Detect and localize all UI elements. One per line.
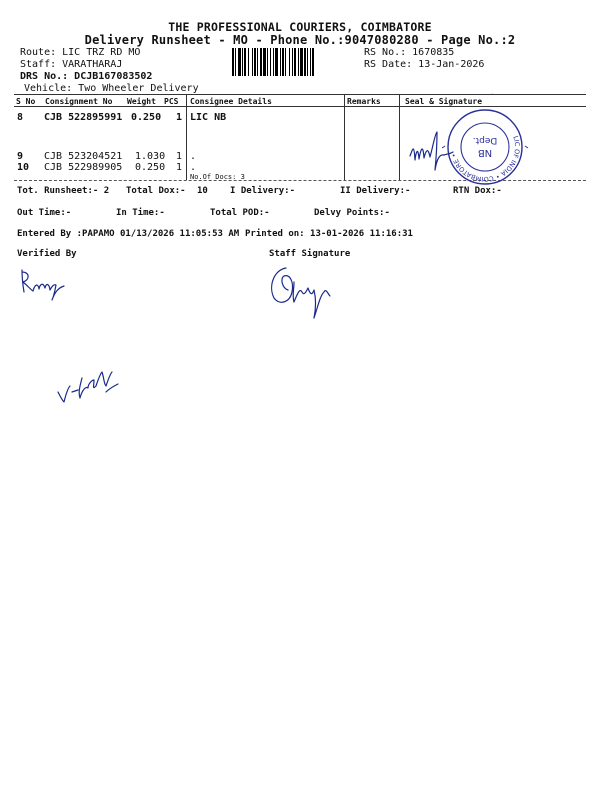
runsheet-subtitle: Delivery Runsheet - MO - Phone No.:9047080280 - Page No.:2 [84, 33, 516, 47]
total-dox-value: 10 [197, 186, 208, 196]
seal-center-bottom: Dept. [472, 135, 498, 145]
staff-signature-label: Staff Signature [269, 249, 351, 259]
printed-on: Printed on: 13-01-2026 11:16:31 [245, 229, 413, 239]
total-dox-label: Total Dox:- [126, 186, 186, 196]
row-consignment: CJB 522895991 [44, 112, 123, 123]
i-delivery: I Delivery:- [230, 186, 296, 196]
ii-delivery: II Delivery:- [340, 186, 411, 196]
col-header-consignment: Consignment No [45, 97, 113, 106]
tot-runsheet: Tot. Runsheet:- 2 [17, 186, 110, 196]
col-header-pcs: PCS [164, 97, 179, 106]
table-header-border [14, 106, 586, 107]
recipient-signature [404, 130, 456, 175]
side-signature-scribble [52, 358, 124, 410]
delvy-points: Delvy Points:- [314, 208, 390, 218]
rtn-dox: RTN Dox:- [453, 186, 502, 196]
staff-text: Staff: VARATHARAJ [20, 59, 123, 70]
seal-inner-ring [461, 123, 509, 171]
drs-number: DRS No.: DCJB167083502 [20, 71, 153, 82]
row-pcs: 1 [176, 162, 183, 173]
verified-by-label: Verified By [17, 249, 77, 259]
row-consignee: . [190, 162, 197, 173]
staff-signature [264, 262, 346, 322]
in-time: In Time:- [116, 208, 165, 218]
col-header-sno: S No [16, 97, 36, 106]
company-title: THE PROFESSIONAL COURIERS, COIMBATORE [168, 20, 432, 34]
seal-center-top: NB [477, 147, 493, 158]
barcode-bar [314, 48, 317, 76]
col-header-consignee: Consignee Details [190, 97, 272, 106]
margin-mark: · [490, 90, 495, 99]
rs-number: RS No.: 1670835 [364, 47, 455, 58]
row-sno: 9 [17, 151, 24, 162]
seal-outer-ring [448, 110, 522, 184]
rs-date: RS Date: 13-Jan-2026 [364, 59, 485, 70]
row-weight: 0.250 [131, 112, 162, 123]
docs-count: No.Of Docs: 3 [190, 173, 245, 181]
row-consignment: CJB 523204521 [44, 151, 123, 162]
row-pcs: 1 [176, 112, 183, 123]
verifier-signature [14, 266, 74, 306]
vehicle-text: Vehicle: Two Wheeler Delivery [24, 83, 199, 94]
row-weight: 0.250 [135, 162, 166, 173]
route-text: Route: LIC TRZ RD MO [20, 47, 141, 58]
col-header-remarks: Remarks [347, 97, 381, 106]
row-weight: 1.030 [135, 151, 166, 162]
column-divider [344, 94, 345, 180]
row-consignee: . [190, 151, 197, 162]
column-divider [186, 94, 187, 180]
column-divider [399, 94, 400, 180]
col-header-seal: Seal & Signature [405, 97, 483, 106]
row-sno: 10 [17, 162, 30, 173]
total-pod: Total POD:- [210, 208, 270, 218]
row-sno: 8 [17, 112, 24, 123]
row-pcs: 1 [176, 151, 183, 162]
entered-by: Entered By :PAPAMO 01/13/2026 11:05:53 AM [17, 229, 240, 239]
row-consignment: CJB 522989905 [44, 162, 123, 173]
barcode-image [232, 48, 360, 76]
seal-ring-text: LIC OF INDIA • COIMBATORE • [449, 134, 522, 184]
out-time: Out Time:- [17, 208, 72, 218]
table-top-border [14, 94, 586, 95]
row-consignee: LIC NB [190, 112, 227, 123]
col-header-weight: Weight [127, 97, 156, 106]
